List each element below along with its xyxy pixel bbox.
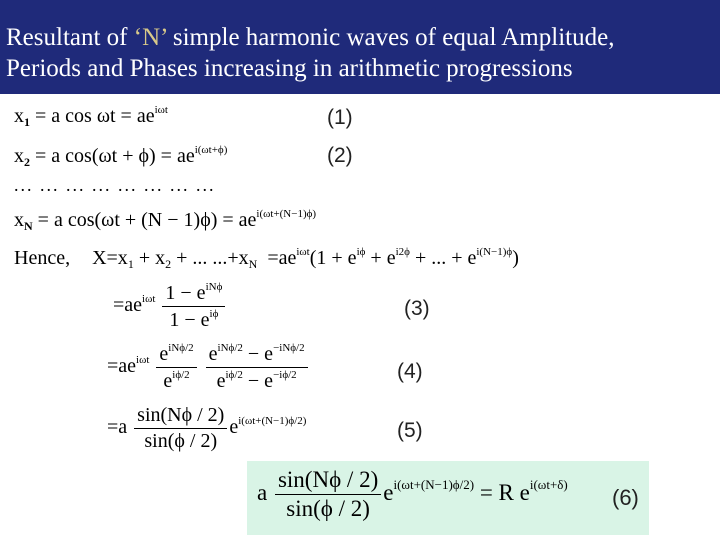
slide-title — [0, 0, 720, 94]
eq2-rhs: = a cos(ωt + ϕ) = ae — [30, 145, 195, 167]
eq6-prefix: a — [257, 479, 268, 505]
eq4-f2-denominator — [206, 367, 308, 393]
eq4-text: − e — [242, 343, 274, 365]
eq5-tail-exp: i(ωt+(N−1)ϕ/2) — [238, 415, 307, 428]
sum-part: (1 + e — [309, 247, 357, 269]
eqn-sub: N — [24, 219, 33, 233]
equation-2 — [14, 144, 227, 170]
eq2-sub: 2 — [24, 155, 30, 169]
sum-exp: i(N−1)ϕ — [476, 246, 513, 258]
eq4-exp: iϕ/2 — [225, 369, 243, 381]
equation-4 — [107, 342, 310, 393]
equation-3 — [113, 281, 227, 332]
equation-n — [14, 208, 316, 234]
title-text: Resultant of — [6, 24, 134, 51]
sum-part: X=x — [92, 247, 128, 269]
eq4-exp: iϕ/2 — [172, 369, 190, 381]
eq3-num-exp: iNϕ — [205, 281, 223, 293]
eq1-lhs: x — [14, 105, 24, 127]
equation-1-number: (1) — [327, 106, 353, 129]
equation-5-number: (5) — [397, 419, 423, 442]
eq5-prefix: =a — [107, 416, 128, 439]
eq4-f1-denominator — [156, 367, 196, 393]
eq4-prefix-exp: iωt — [136, 354, 150, 367]
eq4-text: e — [159, 343, 169, 365]
eq1-sub: 1 — [24, 115, 30, 129]
eq2-lhs: x — [14, 145, 24, 167]
eq6-tail-exp: i(ωt+(N−1)ϕ/2) — [393, 476, 475, 492]
hence-label: Hence, — [14, 247, 71, 269]
equation-4-number: (4) — [397, 360, 423, 383]
sum-exp: iωt — [296, 246, 310, 258]
eq4-fraction-2 — [206, 342, 308, 393]
eq3-den-text: 1 − e — [169, 309, 210, 331]
eq4-f2-numerator — [206, 342, 308, 367]
eq4-fraction-1 — [156, 342, 196, 393]
sum-exp: i2ϕ — [395, 246, 410, 258]
title-line-2: Periods and Phases increasing in arithmetic progressions — [6, 55, 573, 82]
eqn-rhs: = a cos(ωt + (N − 1)ϕ) = ae — [32, 209, 257, 231]
sum-part: + ... + e — [409, 247, 477, 269]
equation-6-number: (6) — [612, 485, 639, 510]
sum-part: + ... ...+x — [171, 247, 249, 269]
sum-sub: N — [248, 257, 258, 271]
eq4-exp: −iNϕ/2 — [273, 342, 305, 354]
eq3-numerator — [162, 281, 225, 306]
sum-part: ) — [512, 247, 519, 269]
eq4-text: e — [208, 343, 218, 365]
eq4-f1-numerator — [156, 342, 196, 367]
eq3-prefix: =ae — [113, 294, 143, 317]
eq6-numerator: sin(Nϕ / 2) — [277, 467, 379, 492]
eq5-denominator: sin(ϕ / 2) — [134, 428, 227, 453]
equation-6 — [257, 467, 568, 522]
sum-part: =ae — [267, 247, 297, 269]
eq4-text: e — [163, 370, 173, 392]
eq6-tail: e — [383, 479, 394, 505]
sum-equation — [14, 246, 519, 272]
title-line-1 — [6, 22, 720, 53]
equation-5 — [107, 404, 306, 453]
equation-2-number: (2) — [327, 144, 353, 167]
sum-part: + e — [365, 247, 396, 269]
result-highlight-box — [247, 461, 649, 535]
eq3-num-text: 1 − e — [165, 282, 206, 304]
eq5-numerator: sin(Nϕ / 2) — [137, 404, 225, 426]
eqn-exp: i(ωt+(N−1)ϕ) — [256, 208, 317, 220]
eq2-exp: i(ωt+ϕ) — [194, 144, 228, 156]
eq4-exp: iNϕ/2 — [217, 342, 243, 354]
eq6-fraction — [275, 467, 381, 522]
eq3-fraction — [162, 281, 225, 332]
ellipsis-row: ... ... ... ... ... ... ... ... — [14, 175, 216, 195]
eq1-exp: iωt — [154, 104, 168, 116]
eq5-fraction — [134, 404, 227, 453]
eq4-exp: iNϕ/2 — [168, 342, 194, 354]
sum-exp: iϕ — [356, 246, 366, 258]
title-quoted-n: ‘N’ — [133, 24, 167, 51]
eq6-denominator: sin(ϕ / 2) — [275, 494, 381, 522]
equation-3-number: (3) — [404, 297, 430, 320]
sum-sub: 1 — [127, 257, 134, 271]
eq4-prefix: =ae — [107, 355, 137, 378]
eqn-lhs: x — [14, 209, 24, 231]
eq3-den-exp: iϕ — [209, 308, 219, 320]
eq6-mid: = R e — [474, 479, 530, 505]
eq5-tail: e — [229, 416, 239, 439]
eq4-text: − e — [242, 370, 274, 392]
eq1-rhs: = a cos ωt = ae — [30, 105, 155, 127]
eq3-denominator — [162, 306, 225, 332]
sum-sub: 2 — [165, 257, 172, 271]
sum-part: + x — [133, 247, 166, 269]
eq3-prefix-exp: iωt — [142, 293, 156, 306]
eq4-text: e — [216, 370, 226, 392]
equation-1 — [14, 104, 168, 130]
eq6-mid-exp: i(ωt+δ) — [529, 476, 568, 492]
title-text: simple harmonic waves of equal Amplitude, — [166, 24, 615, 51]
eq4-exp: −iϕ/2 — [273, 369, 297, 381]
